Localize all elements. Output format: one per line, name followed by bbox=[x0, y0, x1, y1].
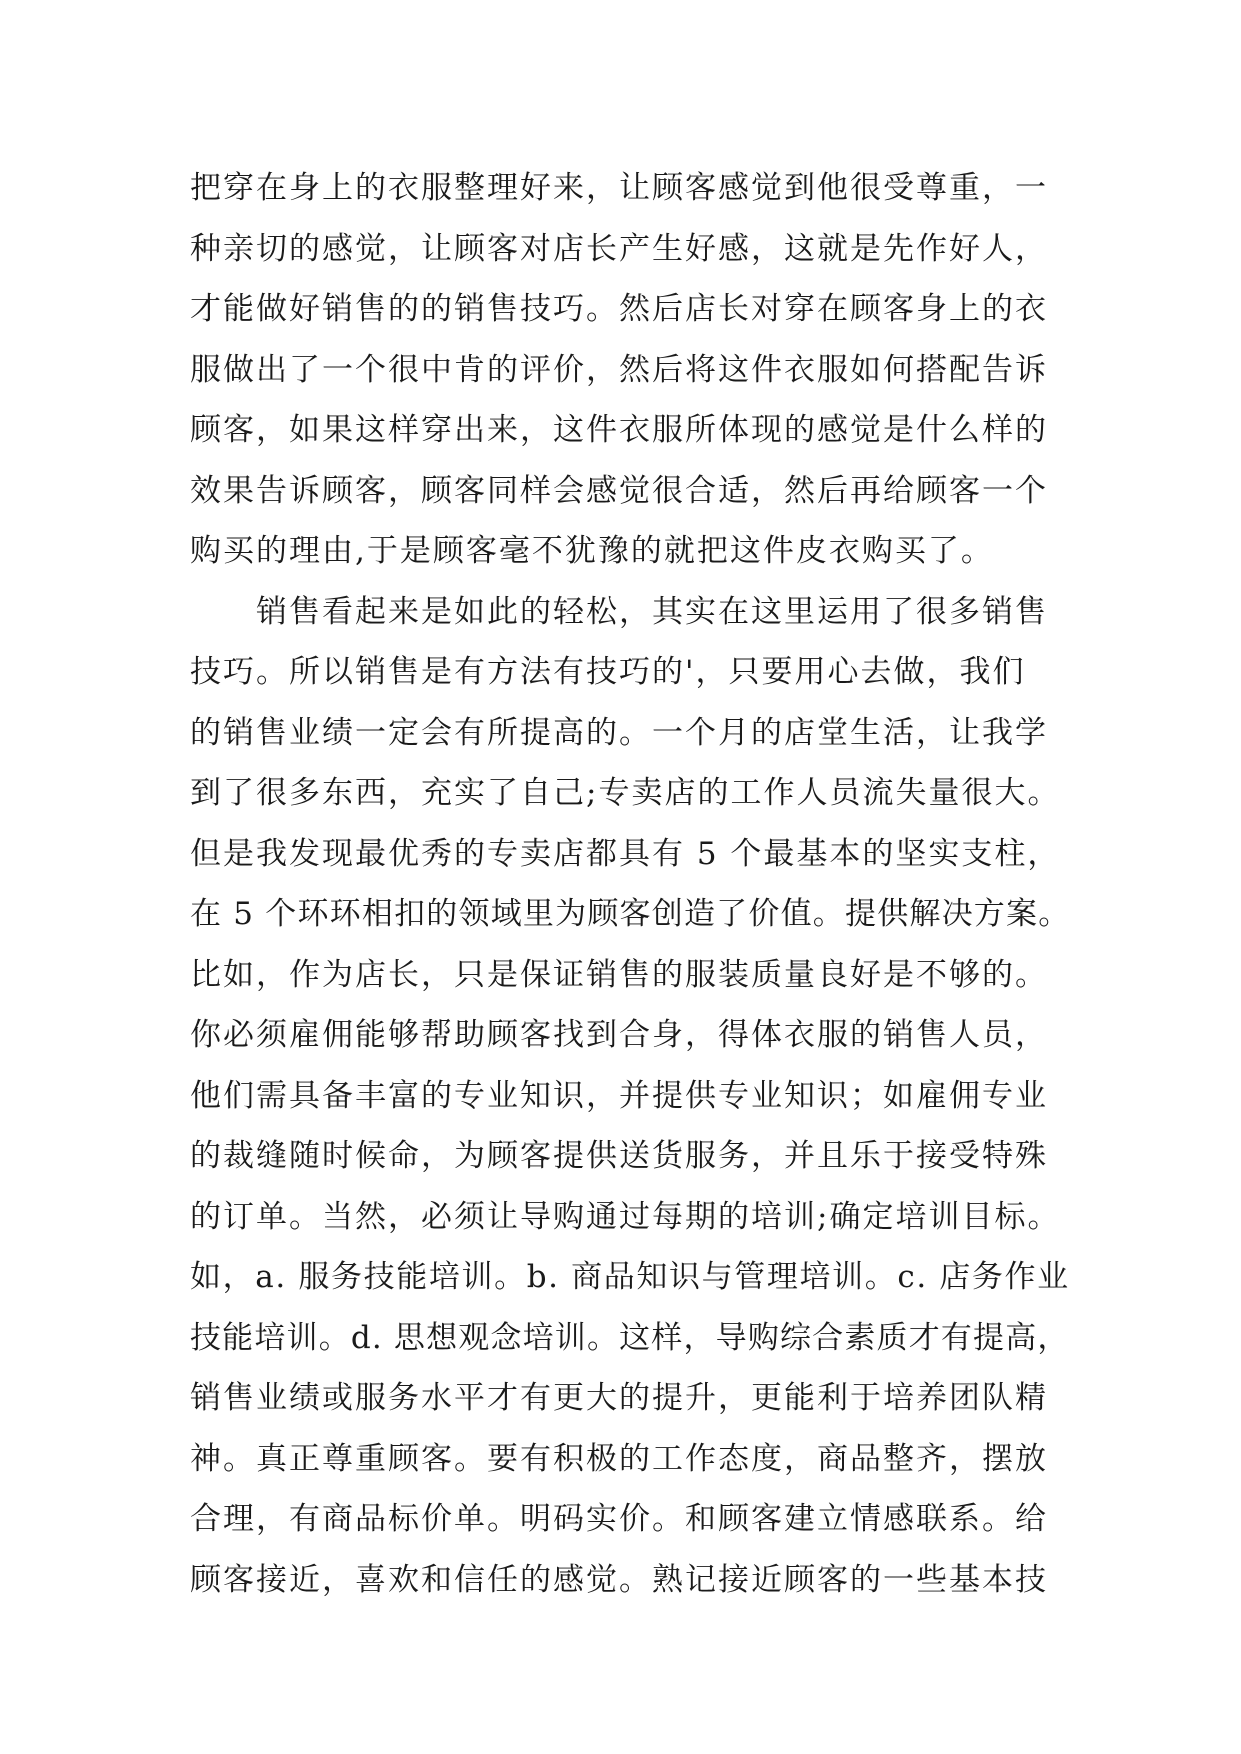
text-line: 他们需具备丰富的专业知识，并提供专业知识；如雇佣专业 bbox=[190, 1077, 1048, 1114]
text-line: 种亲切的感觉，让顾客对店长产生好感，这就是先作好人， bbox=[190, 230, 1048, 267]
text-line: 技能培训。d. 思想观念培训。这样，导购综合素质才有提高， bbox=[190, 1319, 1070, 1356]
text-line: 的订单。当然，必须让导购通过每期的培训;确定培训目标。 bbox=[190, 1198, 1061, 1235]
text-line: 如，a. 服务技能培训。b. 商品知识与管理培训。c. 店务作业 bbox=[190, 1259, 1070, 1295]
text-line: 比如，作为店长，只是保证销售的服装质量良好是不够的。 bbox=[190, 956, 1048, 993]
text-line: 销售看起来是如此的轻松，其实在这里运用了很多销售 bbox=[190, 593, 1048, 630]
text-line: 合理，有商品标价单。明码实价。和顾客建立情感联系。给 bbox=[190, 1501, 1048, 1537]
text-line: 在 5 个环环相扣的领域里为顾客创造了价值。提供解决方案。 bbox=[190, 896, 1071, 932]
text-line: 顾客，如果这样穿出来，这件衣服所体现的感觉是什么样的 bbox=[190, 412, 1048, 448]
text-line: 购买的理由,于是顾客毫不犹豫的就把这件皮衣购买了。 bbox=[190, 533, 994, 569]
text-line: 但是我发现最优秀的专卖店都具有 5 个最基本的坚实支柱， bbox=[190, 835, 1061, 872]
text-line: 神。真正尊重顾客。要有积极的工作态度，商品整齐，摆放 bbox=[190, 1440, 1048, 1477]
text-line: 服做出了一个很中肯的评价，然后将这件衣服如何搭配告诉 bbox=[190, 351, 1048, 388]
text-line: 你必须雇佣能够帮助顾客找到合身，得体衣服的销售人员， bbox=[190, 1017, 1048, 1053]
text-line: 顾客接近，喜欢和信任的感觉。熟记接近顾客的一些基本技 bbox=[190, 1561, 1048, 1598]
text-line: 的销售业绩一定会有所提高的。一个月的店堂生活，让我学 bbox=[190, 714, 1048, 751]
text-line: 到了很多东西，充实了自己;专卖店的工作人员流失量很大。 bbox=[190, 775, 1061, 811]
text-line: 技巧。所以销售是有方法有技巧的'，只要用心去做，我们 bbox=[190, 654, 1026, 690]
body-text bbox=[190, 158, 1070, 1610]
text-line: 把穿在身上的衣服整理好来，让顾客感觉到他很受尊重，一 bbox=[190, 170, 1048, 206]
text-line: 销售业绩或服务水平才有更大的提升，更能利于培养团队精 bbox=[190, 1380, 1048, 1416]
text-line: 的裁缝随时候命，为顾客提供送货服务，并且乐于接受特殊 bbox=[190, 1138, 1048, 1174]
text-line: 效果告诉顾客，顾客同样会感觉很合适，然后再给顾客一个 bbox=[190, 472, 1048, 509]
text-line: 才能做好销售的的销售技巧。然后店长对穿在顾客身上的衣 bbox=[190, 291, 1048, 327]
